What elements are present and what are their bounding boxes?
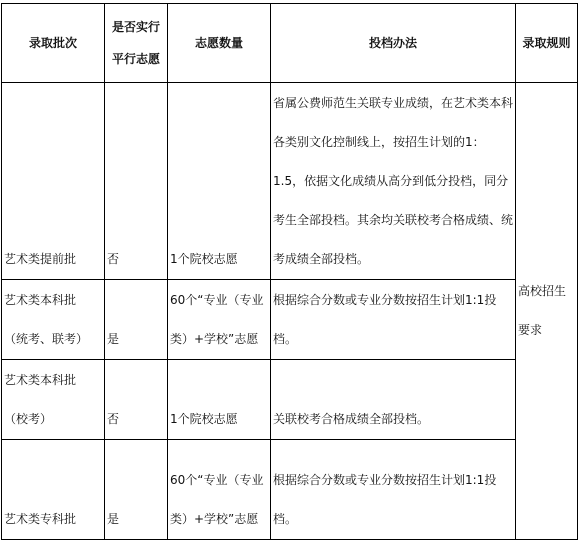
table-row (2, 280, 578, 360)
batch-cell: 艺术类提前批 (2, 83, 105, 280)
method-cell: 根据综合分数或专业分数按招生计划1:1投档。 (271, 440, 516, 540)
header-count: 志愿数量 (168, 4, 271, 83)
admission-table (1, 3, 578, 540)
method-cell: 关联校考合格成绩全部投档。 (271, 360, 516, 440)
parallel-cell: 否 (105, 360, 168, 440)
parallel-cell: 否 (105, 83, 168, 280)
table-row (2, 83, 578, 280)
header-batch: 录取批次 (2, 4, 105, 83)
count-cell: 60个“专业（专业类）+学校”志愿 (168, 280, 271, 360)
count-cell: 60个“专业（专业类）+学校”志愿 (168, 440, 271, 540)
batch-cell: 艺术类本科批 （校考） (2, 360, 105, 440)
header-method: 投档办法 (271, 4, 516, 83)
table-row (2, 360, 578, 440)
parallel-cell: 是 (105, 440, 168, 540)
header-parallel-line2: 平行志愿 (111, 52, 160, 66)
count-cell: 1个院校志愿 (168, 360, 271, 440)
method-cell: 根据综合分数或专业分数按招生计划1:1投档。 (271, 280, 516, 360)
header-row (2, 4, 578, 83)
header-parallel (105, 4, 168, 83)
header-rule: 录取规则 (516, 4, 578, 83)
count-cell: 1个院校志愿 (168, 83, 271, 280)
batch-cell: 艺术类本科批 （统考、联考） (2, 280, 105, 360)
header-parallel-line1: 是否实行 (111, 20, 160, 34)
batch-cell: 艺术类专科批 (2, 440, 105, 540)
table-row (2, 440, 578, 540)
parallel-cell: 是 (105, 280, 168, 360)
method-cell: 省属公费师范生关联专业成绩，在艺术类本科各类别文化控制线上，按招生计划的1：1.5，依据文化成绩从高分到低分投档，同分考生全部投档。其余均关联校考合格成绩、统考成绩全部投档。 (271, 83, 516, 280)
rule-cell: 高校招生要求 (516, 83, 578, 540)
